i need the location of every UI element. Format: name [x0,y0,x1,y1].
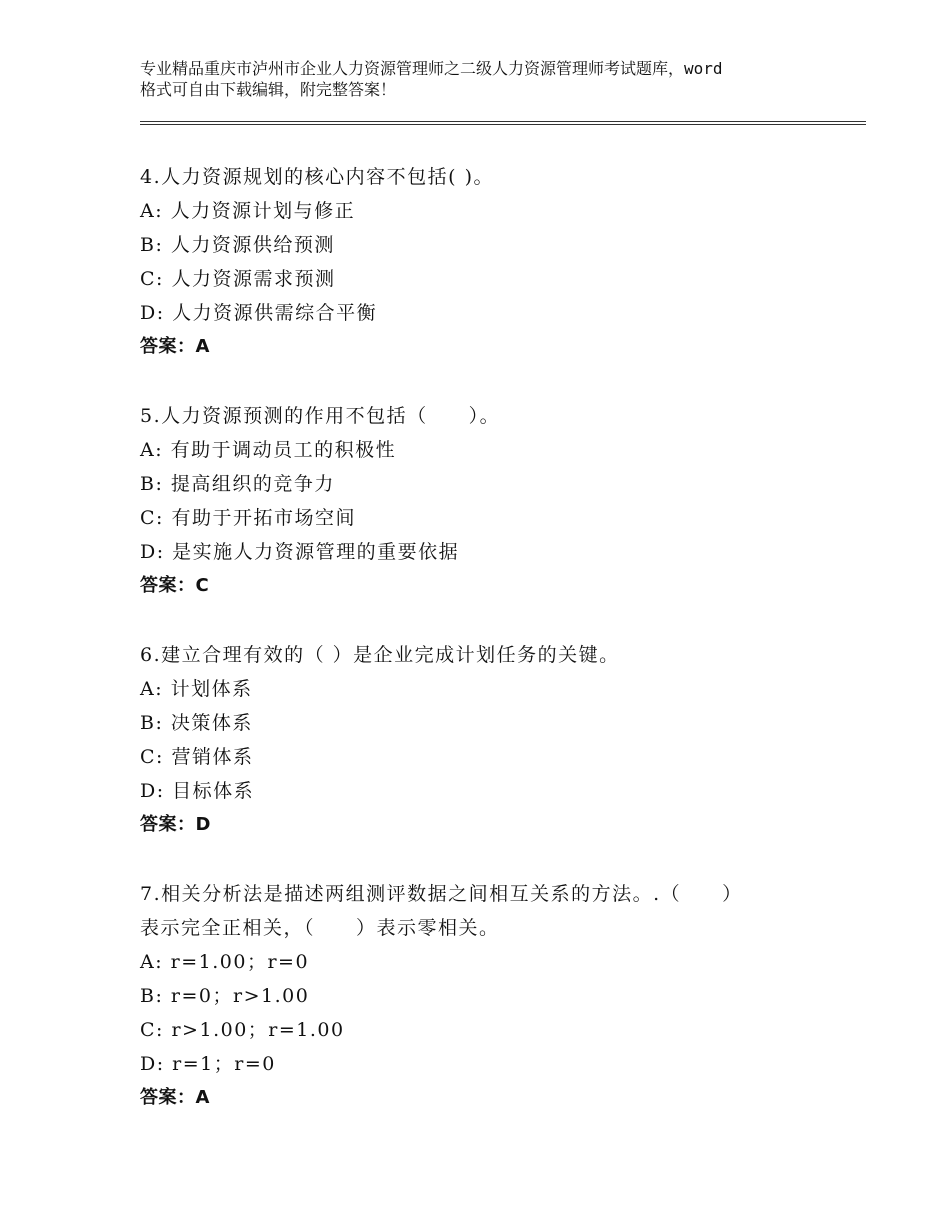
question-stem: 5.人力资源预测的作用不包括（ ）。 [140,405,501,427]
question-6 [140,638,830,842]
document-header [140,58,830,100]
option-d: D: 是实施人力资源管理的重要依据 [140,541,460,563]
header-title-line-2: 格式可自由下载编辑，附完整答案！ [140,80,397,99]
option-a: A: 有助于调动员工的积极性 [140,439,397,461]
question-4 [140,160,830,364]
answer-label: 答案：C [140,575,210,596]
option-c: C: r>1.00；r=1.00 [140,1019,345,1041]
option-c: C: 有助于开拓市场空间 [140,507,356,529]
option-a: A: 计划体系 [140,678,253,700]
question-stem: 6.建立合理有效的（ ）是企业完成计划任务的关键。 [140,644,620,666]
option-d: D: r=1；r=0 [140,1053,276,1075]
question-7 [140,877,830,1115]
header-divider-top [140,121,866,122]
option-b: B: r=0；r>1.00 [140,985,310,1007]
question-stem-line-1: 7.相关分析法是描述两组测评数据之间相互关系的方法。.（ ） [140,883,743,905]
option-d: D: 人力资源供需综合平衡 [140,302,378,324]
question-5 [140,399,830,603]
option-b: B: 提高组织的竞争力 [140,473,335,495]
question-stem: 4.人力资源规划的核心内容不包括( )。 [140,166,494,188]
answer-label: 答案：D [140,814,211,835]
option-a: A: r=1.00；r=0 [140,951,310,973]
option-c: C: 人力资源需求预测 [140,268,336,290]
option-d: D: 目标体系 [140,780,255,802]
option-c: C: 营销体系 [140,746,254,768]
option-a: A: 人力资源计划与修正 [140,200,356,222]
option-b: B: 决策体系 [140,712,253,734]
option-b: B: 人力资源供给预测 [140,234,335,256]
header-divider-bottom [140,124,866,125]
header-title-line-1: 专业精品重庆市泸州市企业人力资源管理师之二级人力资源管理师考试题库，word [140,59,723,78]
answer-label: 答案：A [140,336,210,357]
answer-label: 答案：A [140,1087,210,1108]
question-stem-line-2: 表示完全正相关，（ ）表示零相关。 [140,917,500,939]
